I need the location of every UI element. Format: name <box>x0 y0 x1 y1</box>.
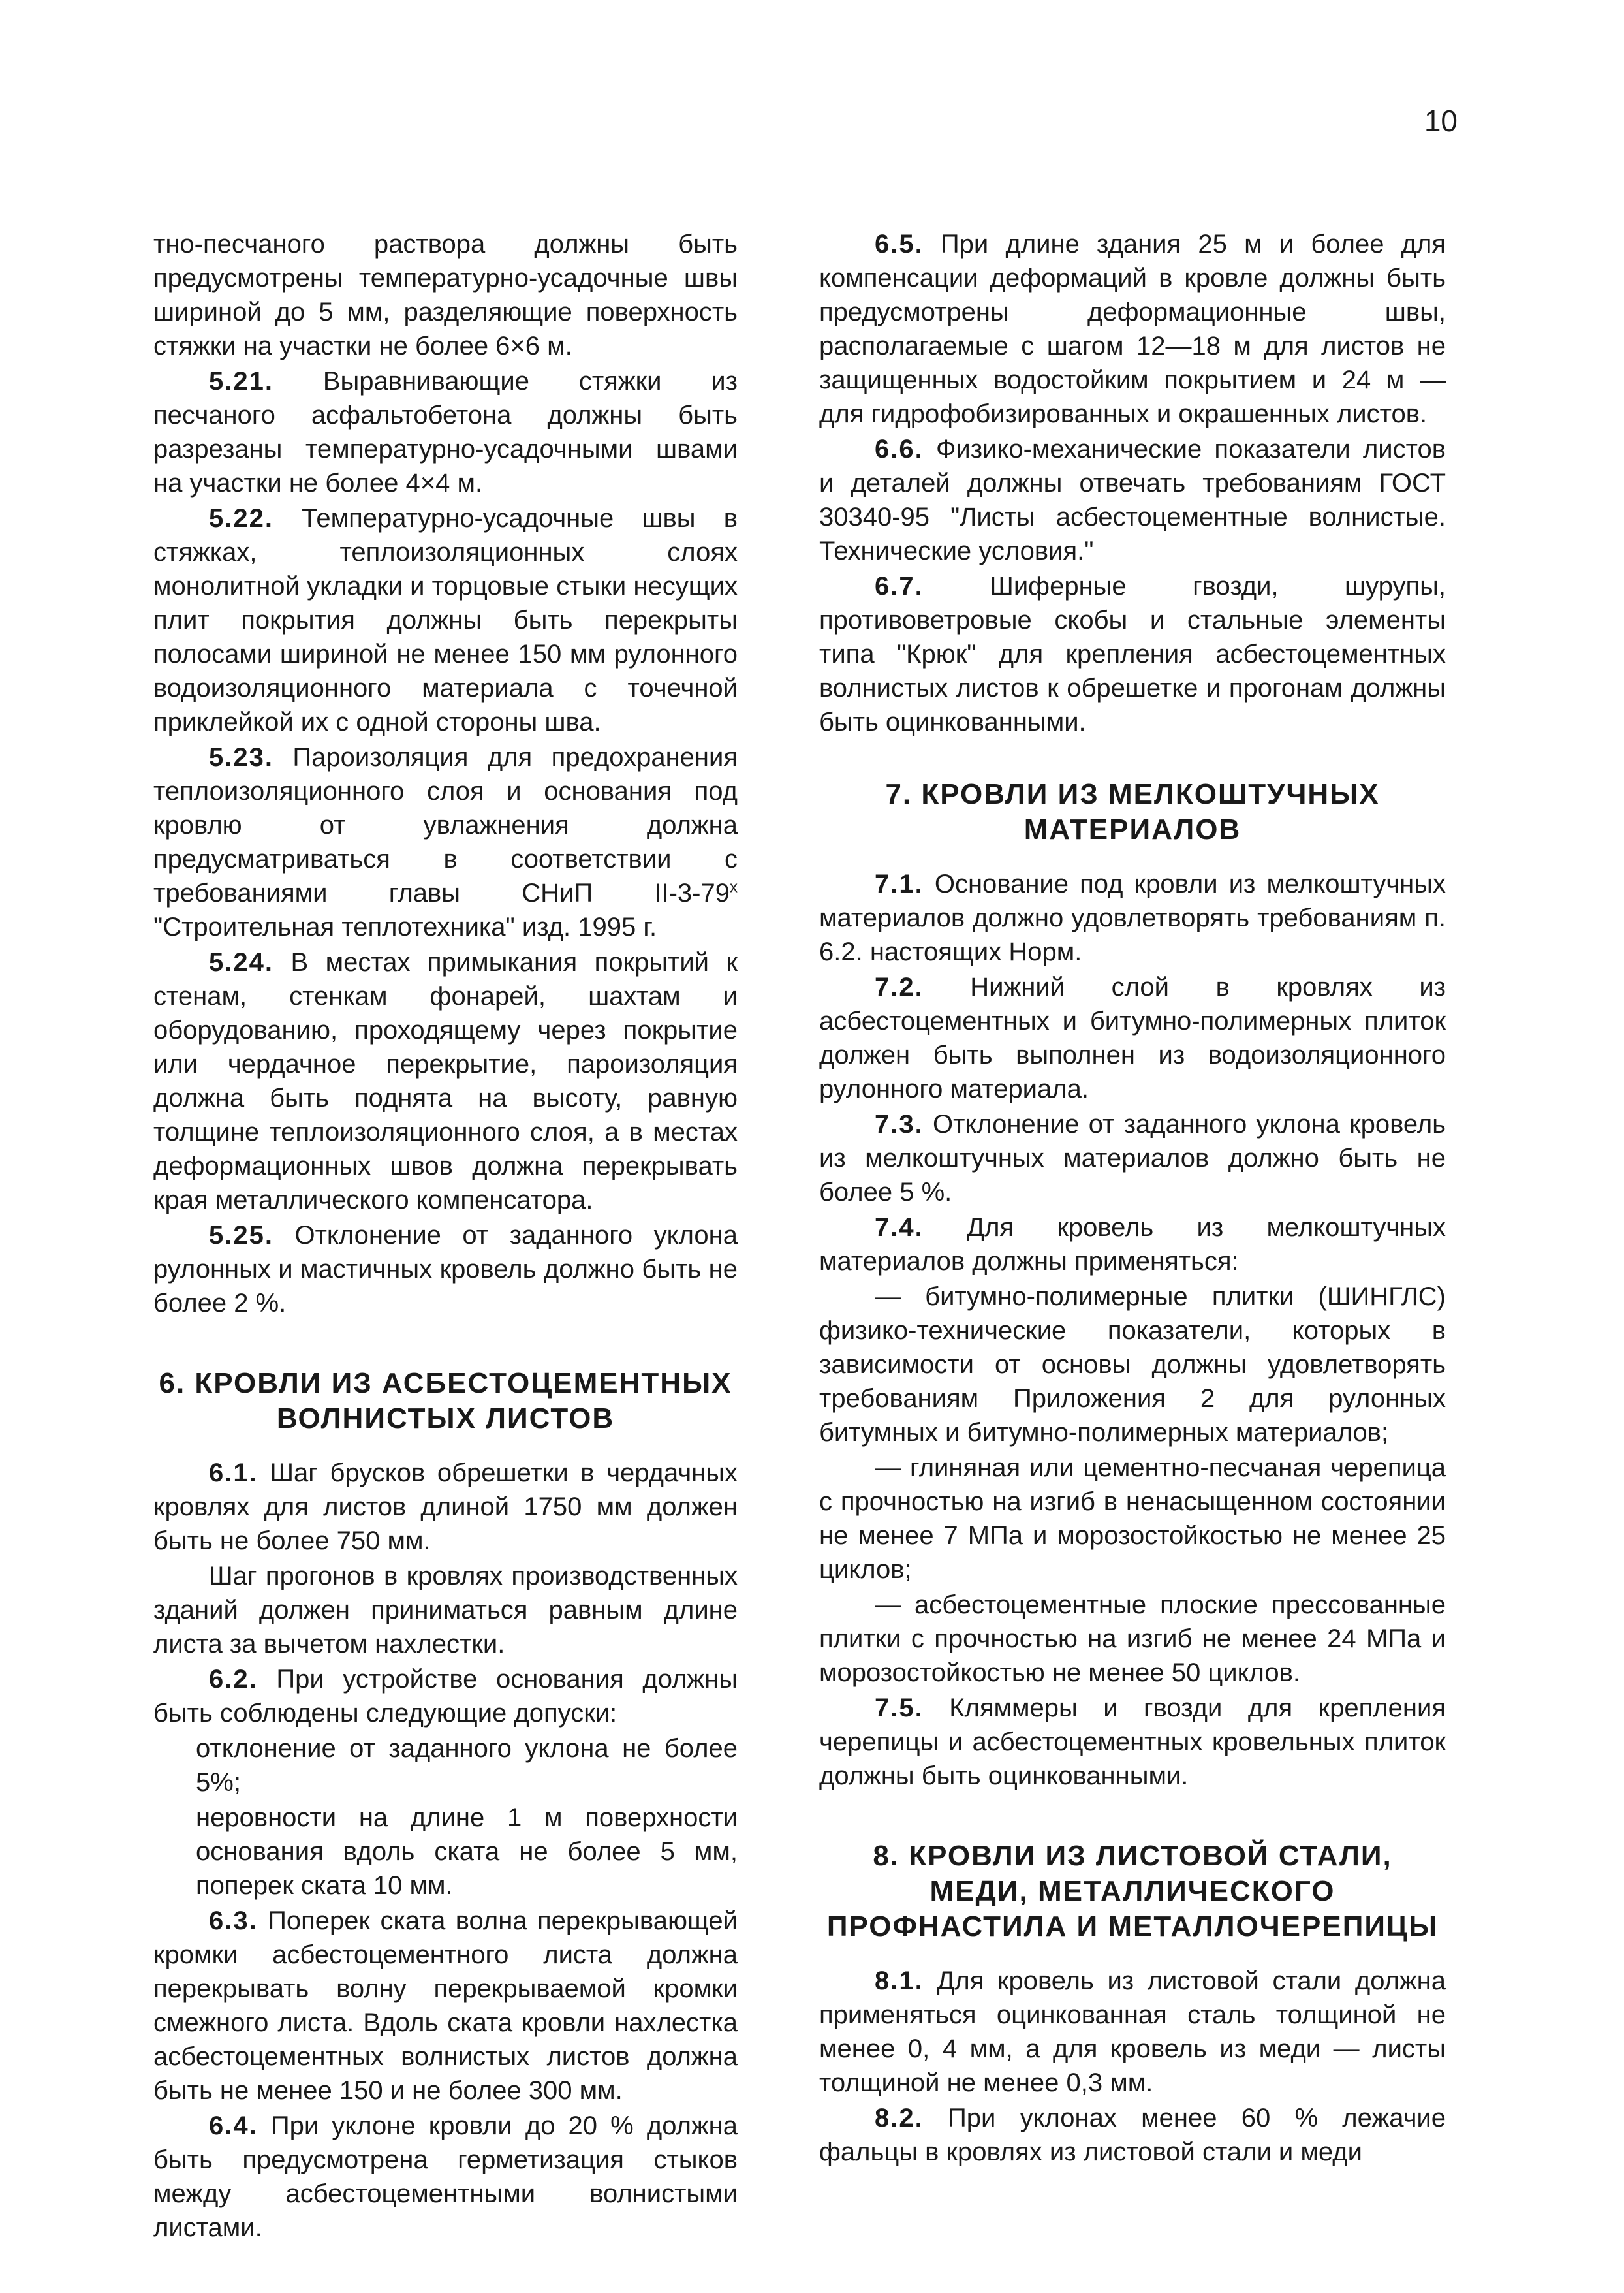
material-item: — асбестоцементные плоские прессованные плитки с прочностью на изгиб не менее 24 МПа и морозостойкостью не менее 50 циклов. <box>819 1590 1446 1687</box>
clause-text: При длине здания 25 м и более для компенсации деформаций в кровле должны быть предусмотрены деформационные швы, располагаемые с шагом 12—18 м для листов не защищенных водостойким покрытием и 24 м — для гидрофобизированных и окрашенных листов. <box>819 230 1446 428</box>
clause-text: Шиферные гвозди, шурупы, противоветровые скобы и стальные элементы типа "Крюк" для крепления асбестоцементных волнистых листов к обрешетке и прогонам должны быть оцинкованными. <box>819 572 1446 736</box>
clause-number: 6.3. <box>209 1906 258 1935</box>
clause-5-24 <box>153 945 738 1217</box>
clause-text: При уклонах менее 60 % лежачие фальцы в кровлях из листовой стали и меди <box>819 2104 1446 2166</box>
tolerance-item: отклонение от заданного уклона не более 5%; <box>196 1734 738 1797</box>
clause-number: 6.4. <box>209 2111 258 2140</box>
clause-text: Отклонение от заданного уклона кровель из мелкоштучных материалов должно быть не более 5 %. <box>819 1110 1446 1207</box>
clause-number: 6.2. <box>209 1665 258 1694</box>
clause-6-5 <box>819 227 1446 431</box>
clause-number: 6.7. <box>875 572 924 601</box>
clause-6-7 <box>819 569 1446 739</box>
clause-number: 6.5. <box>875 230 924 259</box>
clause-5-23 <box>153 740 738 944</box>
tolerance-item: неровности на длине 1 м поверхности основания вдоль ската не более 5 мм, поперек ската 10 мм. <box>196 1803 738 1900</box>
clause-number: 5.22. <box>209 504 273 533</box>
clause-7-2 <box>819 970 1446 1106</box>
clause-7-1 <box>819 867 1446 969</box>
clause-text: Отклонение от заданного уклона рулонных и мастичных кровель должно быть не более 2 %. <box>153 1221 738 1318</box>
clause-6-3 <box>153 1904 738 2108</box>
clause-number: 5.21. <box>209 367 273 396</box>
clause-8-1 <box>819 1964 1446 2100</box>
clause-text: В местах примыкания покрытий к стенам, стенкам фонарей, шахтам и оборудованию, проходящему через покрытие или чердачное перекрытие, пароизоляция должна быть поднята на высоту, равную толщине теплоизоляционного слоя, а в местах деформационных швов должна перекрывать края металлического компенсатора. <box>153 948 738 1214</box>
superscript-mark: x <box>730 878 738 896</box>
paragraph-continuation: тно-песчаного раствора должны быть предусмотрены температурно-усадочные швы шириной до 5 мм, разделяющие поверхность стяжки на участки не более 6×6 м. <box>153 230 738 360</box>
clause-6-1-continued: Шаг прогонов в кровлях производственных зданий должен приниматься равным длине листа за вычетом нахлестки. <box>153 1562 738 1658</box>
section-7-heading: 7. КРОВЛИ ИЗ МЕЛКОШТУЧНЫХ МАТЕРИАЛОВ <box>885 778 1380 846</box>
clause-6-1 <box>153 1456 738 1558</box>
clause-number: 6.1. <box>209 1459 258 1487</box>
clause-text: Выравнивающие стяжки из песчаного асфальтобетона должны быть разрезаны температурно-усадочными швами на участки не более 4×4 м. <box>153 367 738 498</box>
clause-text: Температурно-усадочные швы в стяжках, теплоизоляционных слоях монолитной укладки и торцовые стыки несущих плит покрытия должны быть перекрыты полосами шириной не менее 150 мм рулонного водоизоляционного материала с точечной приклейкой их с одной стороны шва. <box>153 504 738 736</box>
clause-number: 7.4. <box>875 1213 924 1242</box>
clause-text: При уклоне кровли до 20 % должна быть предусмотрена герметизация стыков между асбестоцементными волнистыми листами. <box>153 2111 738 2242</box>
clause-6-4 <box>153 2109 738 2245</box>
clause-7-4 <box>819 1210 1446 1278</box>
section-6-heading: 6. КРОВЛИ ИЗ АСБЕСТОЦЕМЕНТНЫХ ВОЛНИСТЫХ ЛИСТОВ <box>159 1367 732 1434</box>
clause-text: Кляммеры и гвозди для крепления черепицы и асбестоцементных кровельных плиток должны быть оцинкованными. <box>819 1694 1446 1790</box>
clause-text: Шаг брусков обрешетки в чердачных кровлях для листов длиной 1750 мм должен быть не более 750 мм. <box>153 1459 738 1555</box>
clause-number: 7.5. <box>875 1694 924 1722</box>
clause-text: Физико-механические показатели листов и деталей должны отвечать требованиям ГОСТ 30340-95 "Листы асбестоцементные волнистые. Технические условия." <box>819 435 1446 565</box>
material-item: — битумно-полимерные плитки (ШИНГЛС) физико-технические показатели, которых в зависимости от основы должны удовлетворять требованиям Приложения 2 для рулонных битумных и битумно-полимерных материалов; <box>819 1282 1446 1447</box>
section-8-heading: 8. КРОВЛИ ИЗ ЛИСТОВОЙ СТАЛИ, МЕДИ, МЕТАЛЛИЧЕСКОГО ПРОФНАСТИЛА И МЕТАЛЛОЧЕРЕПИЦЫ <box>826 1840 1439 1942</box>
clause-6-6 <box>819 432 1446 568</box>
clause-text: Нижний слой в кровлях из асбестоцементных и битумно-полимерных плиток должен быть выполнен из водоизоляционного рулонного материала. <box>819 973 1446 1103</box>
clause-text: Для кровель из мелкоштучных материалов должны применяться: <box>819 1213 1446 1276</box>
clause-text: Поперек ската волна перекрывающей кромки асбестоцементного листа должна перекрывать волну перекрываемой кромки смежного листа. Вдоль ската кровли нахлестка асбестоцементных волнистых листов должна быть не менее 150 и не более 300 мм. <box>153 1906 738 2105</box>
clause-8-2 <box>819 2101 1446 2169</box>
clause-text: Основание под кровли из мелкоштучных материалов должно удовлетворять требованиям п. 6.2. настоящих Норм. <box>819 870 1446 966</box>
clause-5-22 <box>153 501 738 739</box>
clause-number: 8.2. <box>875 2104 924 2132</box>
clause-number: 5.25. <box>209 1221 273 1250</box>
clause-5-21 <box>153 364 738 500</box>
material-item: — глиняная или цементно-песчаная черепица с прочностью на изгиб в ненасыщенном состоянии не менее 7 МПа и морозостойкостью не менее 25 циклов; <box>819 1453 1446 1584</box>
clause-text: При устройстве основания должны быть соблюдены следующие допуски: <box>153 1665 738 1728</box>
clause-number: 7.1. <box>875 870 924 898</box>
page-number: 10 <box>1424 104 1458 138</box>
clause-number: 5.24. <box>209 948 273 977</box>
clause-text: Для кровель из листовой стали должна применяться оцинкованная сталь толщиной не менее 0, 4 мм, а для кровель из меди — листы толщиной не менее 0,3 мм. <box>819 1967 1446 2097</box>
right-column <box>819 227 1446 2170</box>
clause-5-25 <box>153 1218 738 1320</box>
clause-7-3 <box>819 1107 1446 1209</box>
clause-number: 8.1. <box>875 1967 924 1995</box>
clause-6-2 <box>153 1662 738 1730</box>
clause-number: 5.23. <box>209 743 273 772</box>
clause-number: 7.3. <box>875 1110 924 1139</box>
clause-text: "Строительная теплотехника" изд. 1995 г. <box>153 913 657 941</box>
clause-7-5 <box>819 1691 1446 1793</box>
clause-text: Пароизоляция для предохранения теплоизоляционного слоя и основания под кровлю от увлажнения должна предусматриваться в соответствии с требованиями главы СНиП II-3-79 <box>153 743 738 908</box>
clause-number: 7.2. <box>875 973 924 1002</box>
left-column <box>153 227 738 2246</box>
clause-number: 6.6. <box>875 435 924 464</box>
